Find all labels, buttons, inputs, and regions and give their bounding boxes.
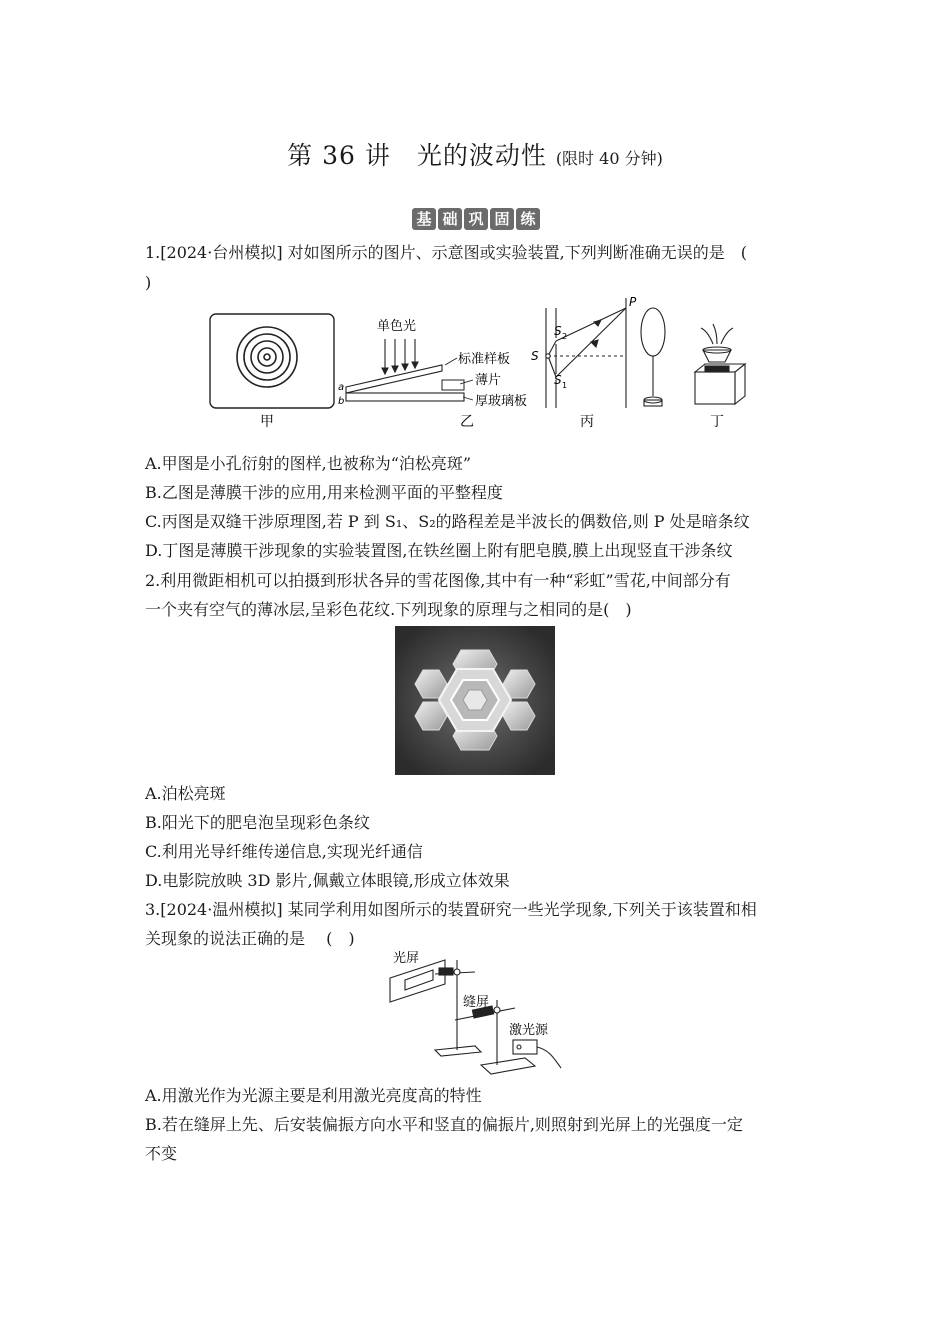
q1-figure (205, 292, 750, 432)
q2-stem-line1: 2.利用微距相机可以拍摄到形状各异的雪花图像,其中有一种“彩虹”雪花,中间部分有 (145, 571, 731, 590)
banner-char: 础 (438, 208, 462, 230)
q2-option-b: B.阳光下的肥皂泡呈现彩色条纹 (145, 813, 370, 832)
label-thin-sheet: 薄片 (475, 373, 502, 388)
label-laser: 激光源 (509, 1023, 549, 1038)
label-s2: S (554, 324, 562, 338)
label-mono-light: 单色光 (377, 319, 417, 334)
banner-char: 固 (490, 208, 514, 230)
label-a: a (338, 382, 345, 393)
label-s: S (531, 349, 539, 363)
label-s1-sub: 1 (562, 381, 568, 390)
section-banner (412, 208, 540, 230)
label-s2-sub: 2 (562, 332, 568, 341)
page-title (0, 136, 950, 172)
label-jia: 甲 (260, 414, 274, 430)
lamp-apparatus-icon (695, 324, 745, 404)
q1-stem: 1.[2024·台州模拟] 对如图所示的图片、示意图或实验装置,下列判断准确无误的是 ( (145, 243, 747, 262)
q1-option-d: D.丁图是薄膜干涉现象的实验装置图,在铁丝圈上附有肥皂膜,膜上出现竖直干涉条纹 (145, 541, 733, 560)
q1-stem-close: ) (145, 273, 152, 292)
q2-option-c: C.利用光导纤维传递信息,实现光纤通信 (145, 842, 423, 861)
label-s1: S (554, 373, 562, 387)
q1-option-c: C.丙图是双缝干涉原理图,若 P 到 S₁、S₂的路程差是半波长的偶数倍,则 P 处是暗条纹 (145, 512, 750, 531)
title-main: 第 36 讲 光的波动性 (287, 141, 547, 170)
q3-option-b: B.若在缝屏上先、后安装偏振方向水平和竖直的偏振片,则照射到光屏上的光强度一定 (145, 1115, 743, 1134)
label-bing: 丙 (580, 414, 594, 430)
title-time-limit: (限时 40 分钟) (555, 149, 663, 168)
label-slit: 缝屏 (463, 995, 490, 1010)
q1-option-a: A.甲图是小孔衍射的图样,也被称为“泊松亮斑” (145, 454, 472, 473)
q3-option-a: A.用激光作为光源主要是利用激光亮度高的特性 (145, 1086, 482, 1105)
thin-sheet (442, 380, 464, 390)
banner-char: 巩 (464, 208, 488, 230)
light-arrows-icon (382, 339, 418, 374)
label-yi: 乙 (460, 414, 474, 430)
banner-char: 基 (412, 208, 436, 230)
q2-option-a: A.泊松亮斑 (145, 784, 226, 803)
thick-glass (346, 393, 464, 401)
q2-option-d: D.电影院放映 3D 影片,佩戴立体眼镜,形成立体效果 (145, 871, 510, 890)
q3-option-b-cont: 不变 (145, 1144, 178, 1163)
poisson-rings-icon (237, 327, 297, 387)
label-std-plate: 标准样板 (458, 352, 511, 367)
q3-apparatus-figure (385, 950, 565, 1075)
double-slit-diagram (546, 298, 626, 408)
label-ding: 丁 (710, 414, 724, 430)
q1-option-b: B.乙图是薄膜干涉的应用,用来检测平面的平整程度 (145, 483, 503, 502)
label-screen: 光屏 (393, 951, 420, 966)
soap-film-loop-icon (641, 308, 665, 406)
label-p: P (629, 295, 637, 309)
q2-stem-line2: 一个夹有空气的薄冰层,呈彩色花纹.下列现象的原理与之相同的是( ) (145, 600, 632, 619)
label-b: b (338, 396, 345, 407)
q3-stem-line2: 关现象的说法正确的是 ( ) (145, 929, 355, 948)
banner-char: 练 (516, 208, 540, 230)
label-thick-glass: 厚玻璃板 (475, 394, 528, 409)
q3-stem-line1: 3.[2024·温州模拟] 某同学利用如图所示的装置研究一些光学现象,下列关于该装置和相 (145, 900, 757, 919)
snowflake-photo (395, 626, 555, 775)
